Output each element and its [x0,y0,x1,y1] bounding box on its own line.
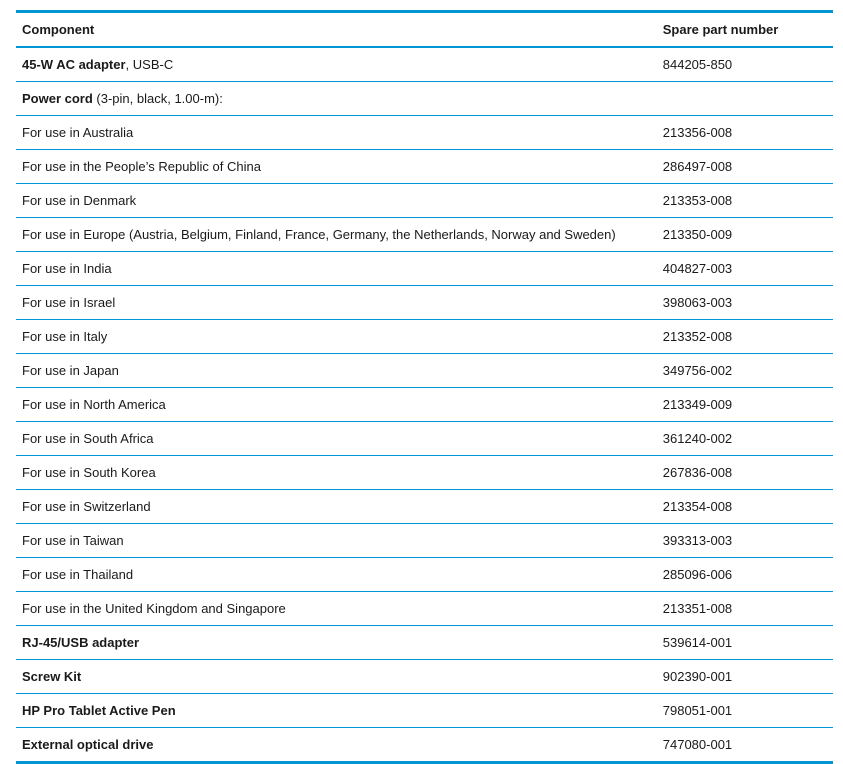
component-description: For use in Israel [22,295,116,310]
spare-part-number-cell: 213349-009 [657,388,833,422]
component-cell [16,626,657,660]
component-cell [16,422,657,456]
component-description: For use in South Africa [22,431,154,446]
component-cell [16,728,657,763]
component-cell [16,388,657,422]
table-row [16,320,833,354]
component-name-bold: 45-W AC adapter [22,57,126,72]
table-row [16,558,833,592]
spare-part-number-cell: 349756-002 [657,354,833,388]
component-description: For use in South Korea [22,465,156,480]
header-component: Component [22,22,95,37]
table-row [16,184,833,218]
table-header [16,12,833,48]
table-row [16,422,833,456]
spare-part-number-cell: 404827-003 [657,252,833,286]
component-cell [16,252,657,286]
table-row [16,660,833,694]
component-description: For use in Switzerland [22,499,151,514]
spare-part-number-cell: 361240-002 [657,422,833,456]
component-name-bold: External optical drive [22,737,154,752]
component-description: For use in India [22,261,112,276]
component-cell [16,490,657,524]
spare-parts-table-container [16,10,833,764]
spare-part-number-cell: 213354-008 [657,490,833,524]
table-row [16,252,833,286]
table-row [16,388,833,422]
table-row [16,694,833,728]
spare-part-number-cell: 747080-001 [657,728,833,763]
spare-part-number-cell: 213356-008 [657,116,833,150]
table-row [16,728,833,763]
component-description: For use in North America [22,397,166,412]
spare-part-number-cell: 398063-003 [657,286,833,320]
component-cell [16,218,657,252]
component-cell [16,660,657,694]
spare-part-number-cell: 213350-009 [657,218,833,252]
header-spare-part-number: Spare part number [662,22,779,37]
component-name-bold: Power cord [22,91,93,106]
table-row [16,490,833,524]
component-cell [16,592,657,626]
component-cell [16,184,657,218]
component-cell [16,47,657,82]
spare-part-number-cell: 213352-008 [657,320,833,354]
component-name-bold: HP Pro Tablet Active Pen [22,703,176,718]
table-row [16,218,833,252]
spare-part-number-cell: 267836-008 [657,456,833,490]
component-cell [16,286,657,320]
spare-part-number-cell: 213353-008 [657,184,833,218]
component-description: , USB-C [125,57,174,72]
component-cell [16,82,657,116]
spare-part-number-cell: 286497-008 [657,150,833,184]
component-cell [16,524,657,558]
table-row [16,524,833,558]
table-body [16,47,833,763]
spare-part-number-cell: 213351-008 [657,592,833,626]
table-row [16,286,833,320]
component-cell [16,150,657,184]
spare-part-number-cell: 902390-001 [657,660,833,694]
component-cell [16,320,657,354]
component-description: For use in Denmark [22,193,137,208]
component-description: For use in the People’s Republic of China [22,159,261,174]
component-name-bold: Screw Kit [22,669,82,684]
component-cell [16,116,657,150]
component-description: (3-pin, black, 1.00-m): [92,91,223,106]
table-row [16,116,833,150]
component-cell [16,558,657,592]
spare-part-number-cell: 539614-001 [657,626,833,660]
component-cell [16,694,657,728]
component-description: For use in Australia [22,125,134,140]
table-row [16,82,833,116]
table-row [16,626,833,660]
spare-part-number-cell [657,82,833,116]
spare-part-number-cell: 844205-850 [657,47,833,82]
table-row [16,354,833,388]
spare-part-number-cell: 285096-006 [657,558,833,592]
component-description: For use in Italy [22,329,108,344]
spare-part-number-cell: 798051-001 [657,694,833,728]
component-description: For use in Taiwan [22,533,124,548]
component-cell [16,456,657,490]
component-name-bold: RJ-45/USB adapter [22,635,140,650]
table-row [16,47,833,82]
component-description: For use in Europe (Austria, Belgium, Finland, France, Germany, the Netherlands, Norway and Sweden) [22,227,616,242]
component-description: For use in Thailand [22,567,134,582]
spare-part-number-cell: 393313-003 [657,524,833,558]
component-cell [16,354,657,388]
table-row [16,456,833,490]
component-description: For use in the United Kingdom and Singapore [22,601,286,616]
component-description: For use in Japan [22,363,119,378]
spare-parts-table [16,10,833,764]
table-row [16,150,833,184]
table-row [16,592,833,626]
header-row [16,12,833,48]
